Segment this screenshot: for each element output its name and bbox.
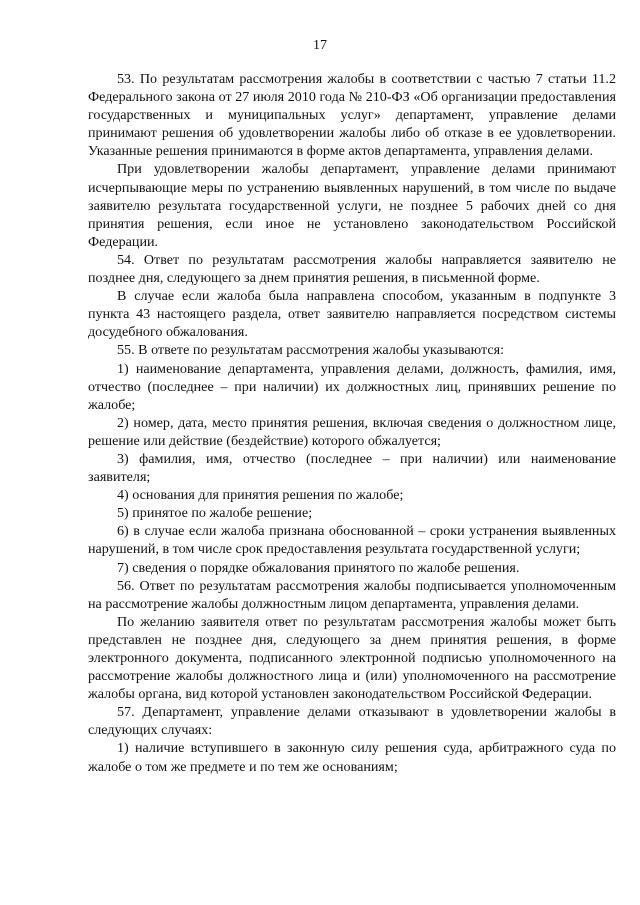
list-item: 4) основания для принятия решения по жалобе; xyxy=(117,487,404,504)
paragraph-55: 55. В ответе по результатам рассмотрения жалобы указываются: xyxy=(117,342,505,359)
list-item: 2) номер, дата, место принятия решения, включая сведения о должностном лице, решение или действие (бездействие) которого обжалуется; xyxy=(88,414,616,449)
paragraph-53-remedy: При удовлетворении жалобы департамент, управление делами принимают исчерпывающие меры по устранению выявленных нарушений, в том числе по выдаче заявителю результата государственной услуги, не позднее 5 рабочих дней со дня принятия решения, если иное не установлено законодательством Российской Федерации. xyxy=(88,161,616,250)
paragraph-56-electronic: По желанию заявителя ответ по результатам рассмотрения жалобы может быть представлен не позднее дня, следующего за днем принятия решения, в форме электронного документа, подписанного электронной подписью уполномоченного на рассмотрение жалобы должностного лица и (или) уполномоченного на рассмотрение жалобы органа, вид которой установлен законодательством Российской Федерации. xyxy=(88,613,616,703)
list-item: 1) наименование департамента, управления делами, должность, фамилия, имя, отчество (последнее – при наличии) их должностных лиц, принявших решение по жалобе; xyxy=(88,360,616,413)
list-item: 1) наличие вступившего в законную силу решения суда, арбитражного суда по жалобе о том же предмете и по тем же основаниям; xyxy=(88,740,616,775)
paragraph-54-electronic: В случае если жалоба была направлена способом, указанным в подпункте 3 пункта 43 настоящего раздела, ответ заявителю направляется посредством системы досудебного обжалования. xyxy=(88,288,616,341)
paragraph-56: 56. Ответ по результатам рассмотрения жалобы подписывается уполномоченным на рассмотрение жалобы должностным лицом департамента, управления делами. xyxy=(88,577,616,612)
list-item: 3) фамилия, имя, отчество (последнее – при наличии) или наименование заявителя; xyxy=(88,450,616,486)
paragraph-57: 57. Департамент, управление делами отказывают в удовлетворении жалобы в следующих случаях: xyxy=(88,704,616,739)
page-number: 17 xyxy=(313,38,327,53)
list-item: 7) сведения о порядке обжалования принятого по жалобе решения. xyxy=(117,559,520,576)
list-item: 5) принятое по жалобе решение; xyxy=(117,505,313,522)
document-body xyxy=(88,70,616,776)
paragraph-54: 54. Ответ по результатам рассмотрения жалобы направляется заявителю не позднее дня, следующего за днем принятия решения, в письменной форме. xyxy=(88,251,616,287)
list-item: 6) в случае если жалоба признана обоснованной – сроки устранения выявленных нарушений, в том числе срок предоставления результата государственной услуги; xyxy=(88,523,616,558)
paragraph-53: 53. По результатам рассмотрения жалобы в соответствии с частью 7 статьи 11.2 Федерального закона от 27 июля 2010 года № 210-ФЗ «Об организации предоставления государственных и муниципальных услуг» департамент, управление делами принимают решения об удовлетворении жалобы либо об отказе в ее удовлетворении. Указанные решения принимаются в форме актов департамента, управления делами. xyxy=(88,71,616,160)
